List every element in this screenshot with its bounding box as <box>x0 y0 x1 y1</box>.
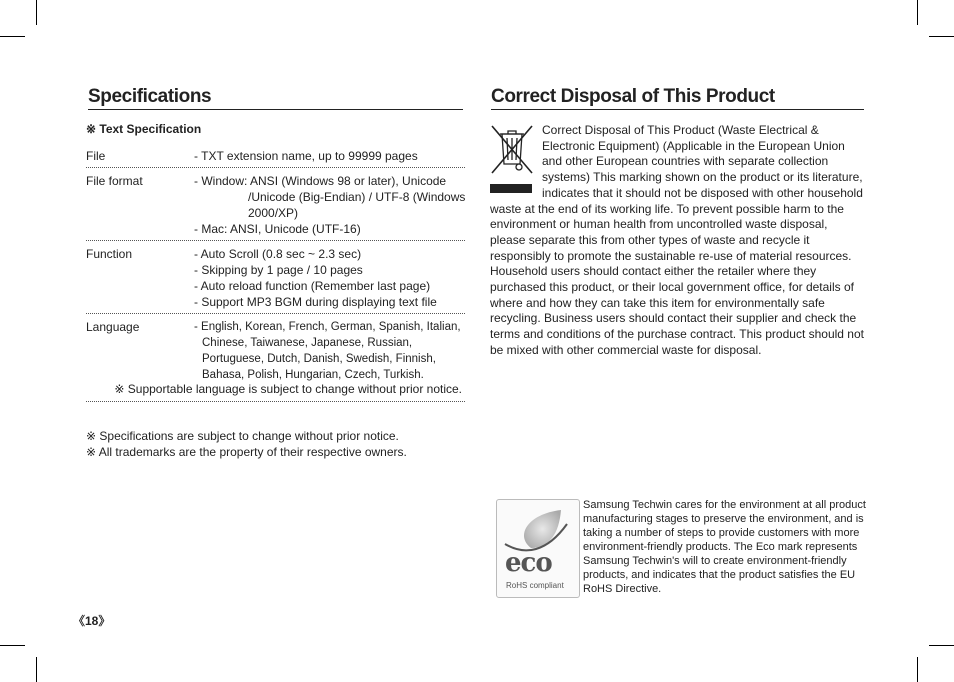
spec-line: 2000/XP) <box>248 206 299 220</box>
crossed-out-wheelie-bin-icon <box>490 123 542 199</box>
crop-mark <box>0 645 25 646</box>
spec-label: Function <box>86 247 133 261</box>
spec-line: - TXT extension name, up to 99999 pages <box>194 149 418 163</box>
crop-mark <box>929 645 954 646</box>
spec-line: - Window: ANSI (Windows 98 or later), Unicode <box>194 174 447 188</box>
language-note: ※ Supportable language is subject to change without prior notice. <box>114 382 462 396</box>
spec-line: - Auto Scroll (0.8 sec ~ 2.3 sec) <box>194 247 362 261</box>
disposal-text: Correct Disposal of This Product (Waste Electrical & Electronic Equipment) (Applicable in the European Union and other European countries with separate collection systems) This marking shown on the product or its literature, indicates that it should not be disposed with other household waste at the end of its working life. To prevent possible harm to the environment or human health from uncontrolled waste disposal, please separate this from other types of waste and recycle it responsibly to promote the sustainable re-use of material resources. Household users should contact either the retailer where they purchased this product, or their local government office, for details of where and how they can take this item for environmentally safe recycling. Business users should contact their supplier and check the terms and conditions of the purchase contract. This product should not be mixed with other commercial waste for disposal. <box>490 123 864 357</box>
text-specification-subheading: ※ Text Specification <box>86 122 202 136</box>
eco-description: Samsung Techwin cares for the environment at all product manufacturing stages to preserve the environment, and is taking a number of steps to provide customers with more environment-friendly products. The Eco mark represents Samsung Techwin's will to create environment-friendly products, and indicates that the product satisfies the EU RoHS Directive. <box>583 499 866 595</box>
spec-line: - Support MP3 BGM during displaying text file <box>194 295 437 309</box>
crop-mark <box>0 36 25 37</box>
eco-logo-caption: RoHS compliant <box>506 581 564 590</box>
crop-mark <box>36 0 37 25</box>
spec-row-file <box>86 148 465 164</box>
spec-label: File <box>86 149 106 163</box>
note-line: ※ Specifications are subject to change without prior notice. <box>86 429 399 443</box>
spec-line: - Mac: ANSI, Unicode (UTF-16) <box>194 222 361 236</box>
spec-label: File format <box>86 174 143 188</box>
spec-value <box>194 173 466 237</box>
spec-row-file-format <box>86 173 465 237</box>
disposal-heading: Correct Disposal of This Product <box>491 86 864 110</box>
spec-line: - English, Korean, French, German, Spanish, Italian, Chinese, Taiwanese, Japanese, Russian, Portuguese, Dutch, Danish, Swedish, Finnish, Bahasa, Polish, Hungarian, Czech, Turkish. <box>194 321 461 381</box>
spec-line: /Unicode (Big-Endian) / UTF-8 (Windows <box>248 190 466 204</box>
row-divider <box>86 167 465 168</box>
note-line: ※ All trademarks are the property of their respective owners. <box>86 445 407 459</box>
eco-logo-word: eco <box>505 548 552 578</box>
spec-value <box>194 148 466 164</box>
page-number: 《18》 <box>73 614 111 628</box>
specifications-heading: Specifications <box>88 86 463 110</box>
spec-line: - Auto reload function (Remember last page) <box>194 279 431 293</box>
spec-row-function <box>86 246 465 310</box>
spec-value <box>194 246 466 310</box>
disposal-paragraph <box>490 123 866 359</box>
spec-row-language <box>86 319 465 399</box>
crop-mark <box>917 0 918 25</box>
row-divider <box>86 240 465 241</box>
crop-mark <box>917 657 918 682</box>
spec-label: Language <box>86 320 140 334</box>
specification-notes <box>86 428 407 460</box>
row-divider <box>86 401 465 402</box>
spec-value <box>194 319 466 383</box>
spec-line: - Skipping by 1 page / 10 pages <box>194 263 363 277</box>
crop-mark <box>36 657 37 682</box>
eco-leaf-logo-icon <box>496 499 580 598</box>
crop-mark <box>929 36 954 37</box>
row-divider <box>86 313 465 314</box>
